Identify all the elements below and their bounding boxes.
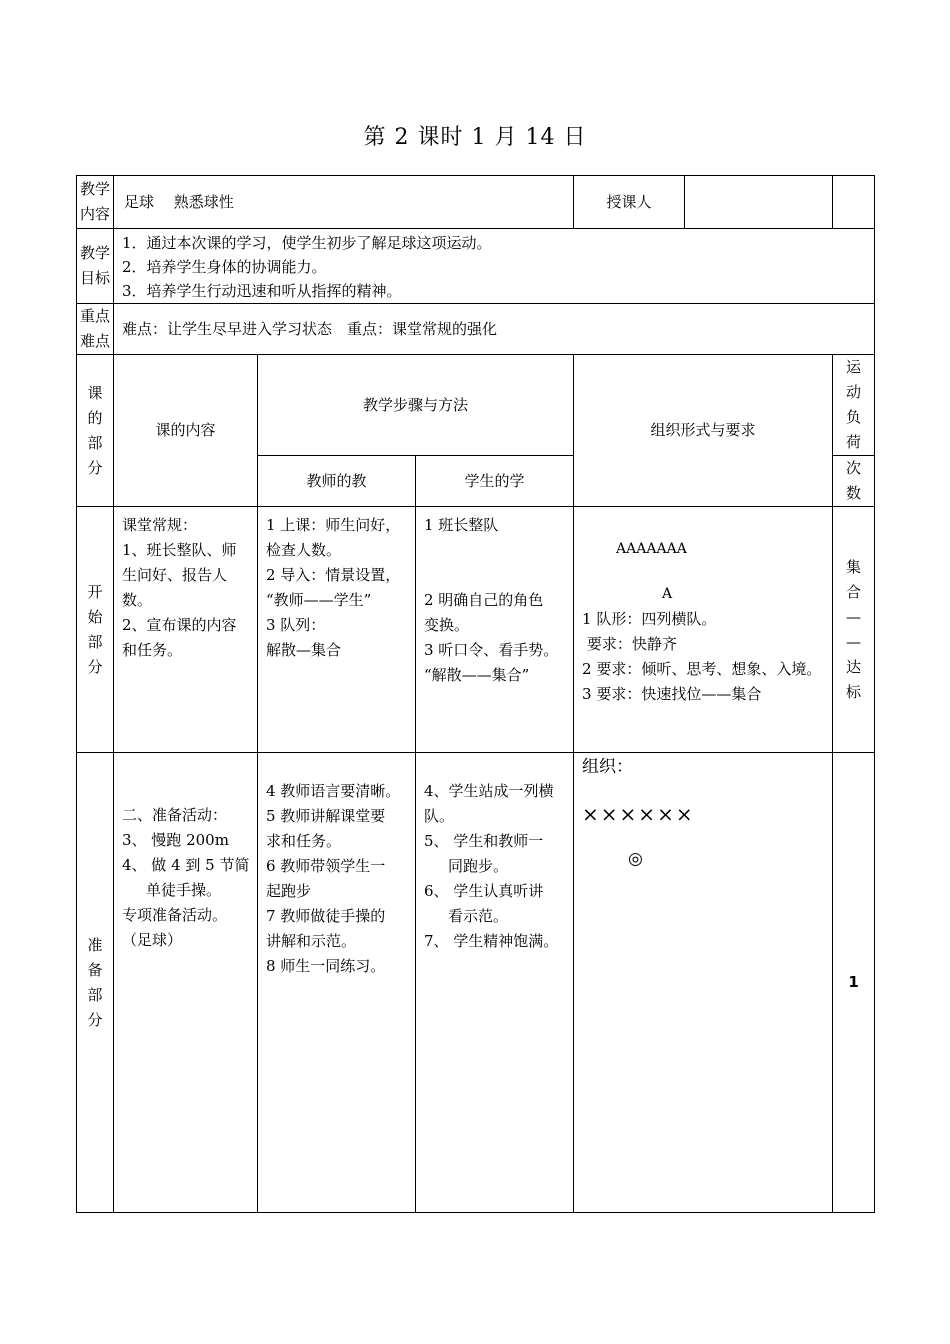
org-line: 2 要求：倾听、思考、想象、入境。 bbox=[582, 660, 822, 678]
org-line: 1 队形：四列横队。 bbox=[582, 610, 717, 628]
part-char: 开 bbox=[87, 582, 103, 601]
load-char: — bbox=[846, 632, 862, 651]
part-char: 备 bbox=[87, 960, 103, 979]
student-line: 3 听口令、看手势。 bbox=[424, 641, 559, 659]
content-line: （足球） bbox=[122, 931, 183, 949]
teacher-cell bbox=[574, 176, 833, 229]
content-line: 课堂常规： bbox=[122, 516, 198, 534]
teacher-value-extra bbox=[833, 176, 875, 229]
formation-students: AAAAAAA bbox=[616, 541, 687, 557]
org-label: 组织： bbox=[582, 757, 634, 777]
col-load-bottom bbox=[833, 456, 875, 507]
col-org: 组织形式与要求 bbox=[574, 355, 833, 507]
teacher-line: 求和任务。 bbox=[266, 832, 342, 850]
col-part-char: 的 bbox=[87, 408, 103, 427]
teacher-value bbox=[685, 176, 832, 228]
content-line: 二、准备活动： bbox=[122, 806, 228, 824]
part-char: 准 bbox=[87, 935, 103, 954]
prep-student bbox=[416, 753, 574, 1213]
key-row bbox=[77, 304, 875, 355]
org-line: 3 要求：快速找位——集合 bbox=[582, 685, 762, 703]
goals-label bbox=[77, 229, 114, 304]
goals-label-line: 教学 bbox=[79, 244, 110, 262]
prep-org bbox=[574, 753, 833, 1213]
content-line: 3、 慢跑 200m bbox=[122, 831, 229, 849]
col-load-char: 运 bbox=[846, 358, 862, 376]
part-char: 始 bbox=[87, 607, 103, 626]
student-line: “解散——集合” bbox=[424, 666, 530, 684]
formation-teacher: A bbox=[662, 586, 673, 602]
teacher-line: 检查人数。 bbox=[266, 541, 342, 559]
part-char: 部 bbox=[87, 632, 103, 651]
student-line: 队。 bbox=[424, 807, 455, 825]
content-line: 和任务。 bbox=[122, 641, 183, 659]
student-line: 看示范。 bbox=[448, 907, 509, 925]
lesson-plan-table bbox=[76, 175, 875, 1213]
key-label-line: 重点 bbox=[79, 307, 110, 325]
col-load-top bbox=[833, 355, 875, 456]
col-part-char: 部 bbox=[87, 433, 103, 452]
col-steps: 教学步骤与方法 bbox=[258, 355, 574, 456]
goals-row bbox=[77, 229, 875, 304]
teacher-mark: ◎ bbox=[628, 849, 643, 869]
col-teacher: 教师的教 bbox=[258, 456, 416, 507]
teacher-line: 7 教师做徒手操的 bbox=[266, 907, 386, 925]
student-line: 2 明确自己的角色 bbox=[424, 591, 544, 609]
prep-part-row bbox=[77, 753, 875, 1213]
prep-part-label bbox=[77, 753, 114, 1213]
org-line: 要求：快静齐 bbox=[582, 635, 677, 653]
teacher-line: “教师——学生” bbox=[266, 591, 372, 609]
teacher-line: 2 导入：情景设置， bbox=[266, 566, 401, 584]
teacher-line: 起跑步 bbox=[266, 882, 312, 900]
key-label-line: 难点 bbox=[79, 332, 110, 350]
goals-label-line: 目标 bbox=[79, 269, 110, 287]
teacher-line: 解散—集合 bbox=[266, 641, 342, 659]
teacher-line: 讲解和示范。 bbox=[266, 932, 357, 950]
col-part-char: 分 bbox=[87, 458, 103, 477]
part-char: 分 bbox=[87, 1010, 103, 1029]
student-line: 4、学生站成一列横 bbox=[424, 782, 554, 800]
load-char: 集 bbox=[846, 557, 862, 576]
load-char: 达 bbox=[846, 657, 862, 676]
content-line: 单徒手操。 bbox=[146, 881, 222, 899]
teacher-line: 3 队列： bbox=[266, 616, 326, 634]
goal-item: 3．培养学生行动迅速和听从指挥的精神。 bbox=[122, 282, 402, 300]
column-header-row bbox=[77, 355, 875, 456]
start-org bbox=[574, 507, 833, 753]
load-char: — bbox=[846, 607, 862, 626]
content-line: 生问好、报告人 bbox=[122, 566, 228, 584]
content-line: 1、班长整队、师 bbox=[122, 541, 237, 559]
student-line: 6、 学生认真听讲 bbox=[424, 882, 544, 900]
content-line: 专项准备活动。 bbox=[122, 906, 228, 924]
start-part-row bbox=[77, 507, 875, 753]
col-load-char: 动 bbox=[846, 383, 862, 401]
col-load-char: 数 bbox=[846, 484, 862, 502]
goal-item: 1．通过本次课的学习，使学生初步了解足球这项运动。 bbox=[122, 234, 492, 252]
teacher-line: 1 上课：师生问好， bbox=[266, 516, 401, 534]
student-line: 1 班长整队 bbox=[424, 516, 499, 534]
col-part-char: 课 bbox=[87, 383, 103, 402]
content-line: 4、 做 4 到 5 节简 bbox=[122, 856, 250, 874]
key-value: 难点：让学生尽早进入学习状态 重点：课堂常规的强化 bbox=[114, 304, 875, 355]
student-line: 同跑步。 bbox=[448, 857, 509, 875]
load-char: 合 bbox=[846, 582, 862, 601]
page-title: 第 2 课时 1 月 14 日 bbox=[363, 125, 587, 150]
content-value: 足球 熟悉球性 bbox=[114, 176, 574, 229]
teacher-label: 授课人 bbox=[574, 176, 685, 228]
start-part-label bbox=[77, 507, 114, 753]
part-char: 部 bbox=[87, 985, 103, 1004]
col-student: 学生的学 bbox=[416, 456, 574, 507]
start-content bbox=[114, 507, 258, 753]
start-student bbox=[416, 507, 574, 753]
key-label bbox=[77, 304, 114, 355]
col-part bbox=[77, 355, 114, 507]
student-line bbox=[424, 538, 567, 563]
load-char: 标 bbox=[846, 682, 862, 701]
student-line: 变换。 bbox=[424, 616, 470, 634]
col-load-char: 负 bbox=[846, 408, 862, 426]
col-content: 课的内容 bbox=[114, 355, 258, 507]
goals-list bbox=[114, 229, 875, 304]
col-load-char: 荷 bbox=[846, 433, 862, 451]
prep-content bbox=[114, 753, 258, 1213]
goal-item: 2．培养学生身体的协调能力。 bbox=[122, 258, 327, 276]
content-label-line: 教学 bbox=[79, 180, 110, 198]
start-load bbox=[833, 507, 875, 753]
part-char: 分 bbox=[87, 657, 103, 676]
start-teacher bbox=[258, 507, 416, 753]
col-load-char: 次 bbox=[846, 459, 862, 477]
content-line: 数。 bbox=[122, 591, 153, 609]
formation-marks: ×××××× bbox=[582, 802, 695, 826]
content-row bbox=[77, 176, 875, 229]
teacher-line: 8 师生一同练习。 bbox=[266, 957, 386, 975]
teacher-line: 6 教师带领学生一 bbox=[266, 857, 386, 875]
student-line: 5、 学生和教师一 bbox=[424, 832, 544, 850]
content-label-line: 内容 bbox=[79, 205, 110, 223]
content-label bbox=[77, 176, 114, 229]
prep-load: 1 bbox=[833, 753, 875, 1213]
content-line: 2、宣布课的内容 bbox=[122, 616, 237, 634]
teacher-line: 5 教师讲解课堂要 bbox=[266, 807, 386, 825]
teacher-line: 4 教师语言要清晰。 bbox=[266, 782, 401, 800]
prep-teacher bbox=[258, 753, 416, 1213]
student-line bbox=[424, 563, 567, 588]
student-line: 7、 学生精神饱满。 bbox=[424, 932, 559, 950]
